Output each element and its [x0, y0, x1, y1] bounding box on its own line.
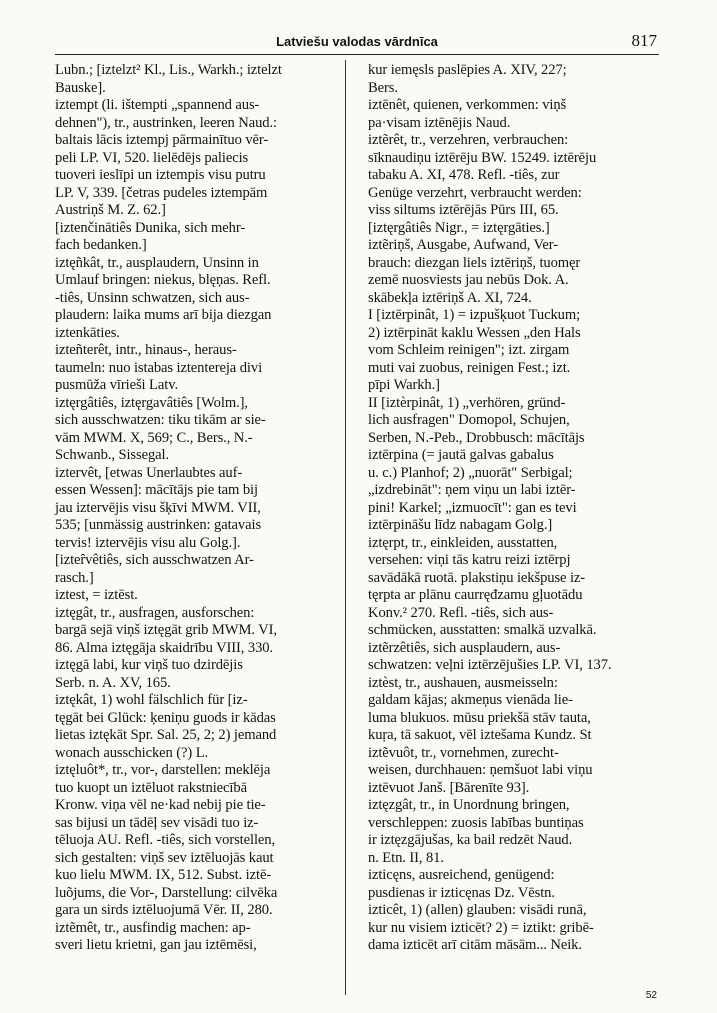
text-line: iztervêt, [etwas Unerlaubtes auf- [55, 464, 243, 481]
text-line: iztẽriņš, Ausgabe, Aufwand, Ver- [368, 237, 558, 253]
text-line: Bauske]. [55, 79, 106, 96]
text-line: savādākā ruotā. plakstiņu iekšpuse iz- [368, 569, 586, 586]
text-line: iztēnêt, quienen, verkommen: viņš [368, 97, 567, 113]
text-line: iztęrpt, tr., einkleiden, ausstatten, [368, 534, 558, 551]
text-line: ir iztęzgājušas, ka bail redzēt Naud. [368, 832, 573, 848]
text-line: Schwanb., Sissegal. [55, 447, 170, 463]
text-line: iztẽvuôt, tr., vornehmen, zurecht- [368, 744, 559, 761]
text-line: galdam kājas; akmeņus vienāda lie- [368, 692, 573, 708]
text-line: iztērpināšu līdz nabagam Golg.] [368, 517, 553, 533]
text-line: pusmūža vīrieši Latv. [55, 377, 178, 393]
text-line: iztękât, 1) wohl fälschlich für [iz- [55, 692, 248, 708]
text-line: dama izticēt arī citām māsām... Neik. [368, 937, 582, 953]
text-line: -tiês, Unsinn schwatzen, sich aus- [55, 289, 250, 306]
text-line: kuŗa, tā sakuot, vēl iztešama Kundz. St [368, 727, 592, 743]
text-line: iztērpina (= jautā galvas gabalus [368, 447, 554, 463]
text-line: lietas iztękāt Spr. Sal. 25, 2; 2) jemand [55, 727, 277, 743]
text-line: iztẽrêt, tr., verzehren, verbrauchen: [368, 132, 569, 148]
text-line: sas bijusi un tādēļ sev visādi tuo iz- [55, 814, 259, 831]
page-header [55, 30, 659, 55]
text-line: rasch.] [55, 569, 94, 586]
text-line: schwatzen: veļni iztērzējušies LP. VI, 137. [368, 657, 612, 673]
text-line: skābekļa iztēriņš A. XI, 724. [368, 289, 532, 306]
text-line: iztempt (li. ištempti „spannend aus- [55, 97, 260, 113]
text-line: u. c.) Planhof; 2) „nuorāt" Serbigal; [368, 464, 573, 481]
text-line: Lubn.; [iztelzt² Kl., Lis., Warkh.; iztelzt [55, 62, 282, 78]
text-line: Genüge verzehrt, verbraucht werden: [368, 184, 582, 201]
right-column [368, 62, 654, 955]
text-line: „izdrebināt": ņem viņu un labi iztēr- [368, 482, 576, 498]
text-line: taumeln: nuo istabas iztentereja divi [55, 359, 263, 376]
text-line: pīpi Warkh.] [368, 377, 440, 393]
text-line: iztęgât, tr., ausfragen, ausforschen: [55, 604, 255, 621]
text-line: pusdienas ir izticęnas Dz. Vēstn. [368, 884, 555, 901]
text-line: sīknaudiņu iztērēju BW. 15249. iztērēju [368, 149, 597, 166]
text-line: weisen, durchhauen: ņemšuot labi viņu [368, 762, 593, 778]
text-line: tęgāt bei Glück: ķeniņu guods ir kādas [55, 709, 276, 726]
text-line: iztèst, tr., aushauen, ausmeisseln: [368, 674, 558, 691]
text-line: 535; [unmässig austrinken: gatavais [55, 517, 262, 533]
text-line: izticęns, ausreichend, genügend: [368, 867, 555, 883]
text-line: zemē nuosviests jau nebūs Dok. A. [368, 272, 569, 288]
text-line: izticêt, 1) (allen) glauben: visādi runā, [368, 902, 587, 918]
text-line: iztẽrzêtiês, sich ausplaudern, aus- [368, 639, 561, 656]
text-line: plaudern: laika mums arī bija diezgan [55, 307, 272, 323]
left-column [55, 62, 341, 955]
column-divider [345, 60, 346, 995]
text-line: kur nu visiem izticēt? 2) = iztikt: gribē- [368, 919, 594, 936]
text-line: 2) iztērpināt kaklu Wessen „den Hals [368, 324, 581, 341]
text-line: iztēvuot Janš. [Bārenīte 93]. [368, 779, 530, 796]
signature-number: 52 [645, 990, 657, 1001]
text-line: iztẽmêt, tr., ausfindig machen: ap- [55, 919, 251, 936]
text-line: tervis! iztervējis visu alu Golg.]. [55, 534, 241, 551]
text-line: wonach ausschicken (?) L. [55, 744, 209, 761]
text-line: kuo lielu MWM. IX, 512. Subst. iztē- [55, 867, 272, 883]
text-line: n. Etn. II, 81. [368, 849, 444, 866]
text-line: sveri lietu krietni, gan jau iztēmēsi, [55, 937, 257, 953]
text-line: LP. V, 339. [četras pudeles iztempām [55, 184, 268, 201]
text-line: iztęgā labi, kur viņš tuo dzirdējis [55, 657, 243, 673]
text-line: lich ausfragen" Domopol, Schujen, [368, 412, 570, 428]
text-line: Konv.² 270. Refl. -tiês, sich aus- [368, 604, 554, 621]
text-line: 86. Alma iztęgāja skaidrību VIII, 330. [55, 639, 274, 656]
text-line: pa·visam iztēnējis Naud. [368, 114, 511, 131]
page-number: 817 [631, 31, 657, 50]
text-line: sich ausschwatzen: tiku tikām ar sie- [55, 412, 266, 428]
text-line: [iztęrgâtiês Nigr., = iztęrgāties.] [368, 219, 550, 236]
text-line: pini! Karkel; „izmuocīt": gan es tevi [368, 499, 577, 516]
text-line: iztenkāties. [55, 324, 120, 341]
text-line: muti vai zuobus, reinigen Fest.; izt. [368, 359, 571, 376]
text-line: luõjums, die Vor-, Darstellung: cilvēka [55, 884, 278, 901]
text-line: Serb. n. A. XV, 165. [55, 674, 171, 691]
text-line: sich gestalten: viņš sev iztēluojās kaut [55, 849, 274, 866]
text-line: tuoveri ieslīpi un iztempis visu putru [55, 167, 266, 183]
text-line: tabaku A. XI, 478. Refl. -tiês, zur [368, 167, 560, 183]
text-line: baltais lācis iztempj pārmainītuo vēr- [55, 132, 269, 148]
text-line: Austriņš M. Z. 62.] [55, 202, 166, 218]
text-line: gara un sirds iztēluojumā Vēr. II, 280. [55, 902, 273, 918]
text-line: tuo kuopt un iztēluot rakstniecībā [55, 779, 247, 796]
text-line: iztest, = iztēst. [55, 587, 138, 603]
text-line: versehen: viņi tās katru reizi iztērpj [368, 552, 571, 568]
text-line: kur iemęsls paslēpies A. XIV, 227; [368, 62, 567, 78]
text-line: peli LP. VI, 520. lielēdējs paliecis [55, 149, 249, 166]
text-line: dehnen"), tr., austrinken, leeren Naud.: [55, 114, 278, 131]
text-line: tēluoja AU. Refl. -tiês, sich vorstellen, [55, 832, 276, 848]
text-line: jau iztervējis visu šķīvi MWM. VII, [55, 499, 261, 516]
text-line: [iztenčinātiês Dunika, sich mehr- [55, 219, 246, 236]
text-line: Bers. [368, 79, 398, 96]
text-line: bargā sejā viņš iztęgāt grib MWM. VI, [55, 622, 277, 638]
text-line: iztęrgâtiês, iztęrgavâtiês [Wolm.], [55, 394, 248, 411]
text-line: luma blukuos. mūsu priekšā stāv tauta, [368, 709, 591, 726]
text-line: vom Schleim reinigen"; izt. zirgam [368, 342, 570, 358]
text-line: iztęluôt*, tr., vor-, darstellen: meklēja [55, 762, 271, 778]
text-line: I [iztērpinât, 1) = izpušķuot Tuckum; [368, 307, 581, 323]
text-line: vām MWM. X, 569; C., Bers., N.- [55, 429, 253, 446]
text-line: II [iztèrpinât, 1) „verhören, gründ- [368, 394, 566, 411]
text-line: essen Wessen]: mācītājs pie tam bij [55, 482, 258, 498]
text-line: tęrpta ar plānu caurręđzamu gļuotādu [368, 587, 583, 603]
text-line: iztęñkât, tr., ausplaudern, Unsinn in [55, 254, 259, 271]
text-line: fach bedanken.] [55, 237, 147, 253]
text-line: brauch: diezgan liels iztēriņš, tuomęr [368, 254, 581, 271]
text-line: schmücken, ausstatten: smalkā uzvalkā. [368, 622, 597, 638]
text-line: Umlauf bringen: niekus, blęņas. Refl. [55, 272, 271, 288]
text-line: verschleppen: zuosis labības buntiņas [368, 814, 584, 831]
running-title: Latviešu valodas vārdnīca [276, 34, 438, 49]
text-line: iztęzgât, tr., in Unordnung bringen, [368, 797, 570, 813]
text-line: izteñterêt, intr., hinaus-, heraus- [55, 342, 237, 358]
text-line: [izteȓvêtiês, sich ausschwatzen Ar- [55, 552, 254, 568]
text-line: Serben, N.-Peb., Drobbusch: mācītājs [368, 429, 585, 446]
text-line: Kronw. viņa vēl ne·kad nebij pie tie- [55, 797, 266, 813]
text-line: viss siltums iztērējās Pūrs III, 65. [368, 202, 559, 218]
